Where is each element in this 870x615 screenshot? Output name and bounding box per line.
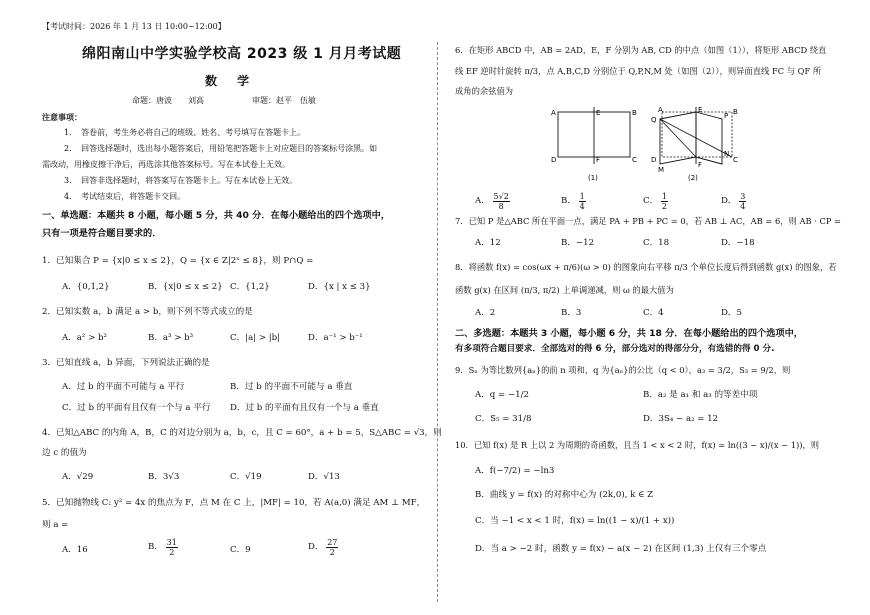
q8-option-d: D．5 — [721, 308, 742, 318]
q1-option-d: D．{x | x ≤ 3} — [308, 282, 371, 292]
q6-option-a-denominator: 8 — [498, 202, 504, 212]
subject-label: 数 学 — [205, 74, 258, 88]
svg-text:F: F — [698, 161, 703, 169]
note-item: 3． 回答非选择题时，将答案写在答题卡上。写在本试卷上无效。 — [64, 176, 298, 185]
q5-option-c: C．9 — [230, 545, 251, 555]
q8-option-a: A．2 — [475, 308, 496, 318]
q5-option-d: D． $\frac{27}{2}$ — [308, 538, 338, 558]
q6-option-c-denominator: 2 — [661, 202, 667, 212]
q7-option-d: D．−18 — [721, 238, 755, 248]
q9-option-c: C．S₅ = 31/8 — [475, 414, 532, 424]
q1-option-b: B．{x|0 ≤ x ≤ 2} — [148, 282, 223, 292]
section1-heading-cont: 只有一项是符合题目要求的． — [42, 228, 162, 239]
svg-text:D: D — [651, 156, 657, 164]
question-9-stem: 9．Sₙ 为等比数列{aₙ}的前 n 项和，q 为{aₙ}的公比（q < 0），a₃ = 3/2，S₃ = 9/2，则 — [455, 365, 791, 375]
q6-option-b: B． $\frac{1}{4}$ — [561, 192, 585, 212]
svg-text:A: A — [658, 106, 663, 114]
svg-text:A: A — [551, 109, 556, 117]
question-1-stem: 1．已知集合 P = {x|0 ≤ x ≤ 2}，Q = {x ∈ Z|2ˣ ≤ 8}，则 P∩Q = — [42, 256, 314, 266]
svg-text:D: D — [551, 156, 557, 164]
svg-text:Q: Q — [651, 116, 657, 124]
svg-text:B: B — [632, 109, 637, 117]
q6-option-a: A． $\frac{5√2}{8}$ — [475, 192, 509, 212]
rotated-rectangle-figure-2 — [648, 104, 743, 184]
q2-option-c: C．|a| > |b| — [230, 333, 281, 343]
q6-option-b-denominator: 4 — [579, 202, 585, 212]
q4-option-d: D．√13 — [308, 472, 340, 482]
q8-option-c: C．4 — [643, 308, 664, 318]
note-item: 1． 答卷前，考生务必将自己的班级、姓名、考号填写在答题卡上。 — [64, 128, 306, 137]
q2-option-d: D．a⁻¹ > b⁻¹ — [308, 333, 363, 343]
section2-heading-cont: 有多项符合题目要求．全部选对的得 6 分，部分选对的得部分分，有选错的得 0 分. — [455, 344, 775, 354]
q9-option-d: D．3S₄ − a₂ = 12 — [643, 414, 719, 424]
q3-option-b: B．过 b 的平面不可能与 a 垂直 — [230, 382, 353, 392]
q9-option-a: A．q = −1/2 — [475, 390, 529, 400]
svg-text:F: F — [596, 156, 601, 164]
q8-option-b: B．3 — [561, 308, 582, 318]
question-7-stem: 7．已知 P 是△ABC 所在平面一点，满足 PA + PB + PC = 0，若 AB ⊥ AC，AB = 6，则 AB · CP = — [455, 216, 842, 226]
q7-option-b: B．−12 — [561, 238, 595, 248]
q7-option-c: C．18 — [643, 238, 670, 248]
q5-option-b: B． $\frac{31}{2}$ — [148, 538, 177, 558]
authors-line: 命题：唐波 刘高 审题：赵平 伍敏 — [132, 96, 316, 105]
q6-option-d: D． $\frac{3}{4}$ — [721, 192, 746, 212]
exam-title: 绵阳南山中学实验学校高 2023 级 1 月月考试题 — [82, 46, 402, 62]
svg-text:C: C — [632, 156, 637, 164]
q4-option-c: C．√19 — [230, 472, 262, 482]
svg-text:P: P — [724, 112, 729, 120]
question-8-stem-cont: 函数 g(x) 在区间 (π/3, π/2) 上单调递减，则 ω 的最大值为 — [455, 285, 674, 295]
question-6-stem: 6．在矩形 ABCD 中，AB = 2AD，E，F 分别为 AB, CD 的中点（如图（1）），将矩形 ABCD 绕直 — [455, 45, 827, 55]
q10-option-d: D．当 a > −2 时，函数 y = f(x) − a(x − 2) 在区间 (1,3) 上仅有三个零点 — [475, 544, 767, 554]
question-3-stem: 3．已知直线 a，b 异面，下列说法正确的是 — [42, 358, 210, 368]
figure-1-caption: (1) — [588, 174, 598, 182]
q2-option-a: A．a² > b² — [62, 333, 107, 343]
note-item: 2． 回答选择题时，选出每小题答案后，用铅笔把答题卡上对应题目的答案标号涂黑。如 — [64, 144, 378, 153]
q9-option-b: B．a₂ 是 a₁ 和 a₃ 的等差中项 — [643, 390, 758, 400]
column-divider — [437, 42, 438, 602]
q5-option-b-denominator: 2 — [169, 548, 175, 558]
svg-text:E: E — [596, 109, 601, 117]
q10-option-c: C．当 −1 < x < 1 时，f(x) = ln((1 − x)/(1 + x)) — [475, 516, 675, 526]
question-4-stem: 4．已知△ABC 的内角 A，B，C 的对边分别为 a，b，c，且 C = 60°，a + b = 5，S△ABC = √3，则 — [42, 428, 442, 438]
question-6-stem-cont: 线 EF 逆时针旋转 π/3，点 A,B,C,D 分别位于 Q,P,N,M 处（如图（2）），则异面直线 FC 与 QF 所 — [455, 66, 822, 76]
question-4-stem-cont: 边 c 的值为 — [42, 448, 87, 458]
question-2-stem: 2．已知实数 a，b 满足 a > b，则下列不等式成立的是 — [42, 307, 253, 317]
q6-option-d-denominator: 4 — [740, 202, 746, 212]
question-5-stem: 5．已知抛物线 C: y² = 4x 的焦点为 F，点 M 在 C 上，|MF| = 10，若 A(a,0) 满足 AM ⊥ MF， — [42, 498, 426, 508]
q6-option-c-numerator: 1 — [661, 192, 667, 201]
exam-time: 【考试时间：2026 年 1 月 13 日 10:00~12:00】 — [42, 22, 226, 31]
q7-option-a: A．12 — [475, 238, 501, 248]
q6-option-a-numerator: 5√2 — [493, 192, 509, 201]
q2-option-b: B．a³ > b³ — [148, 333, 194, 343]
question-8-stem: 8．将函数 f(x) = cos(ωx + π/6)(ω > 0) 的图象向右平移 π/3 个单位长度后得到函数 g(x) 的图象，若 — [455, 262, 837, 272]
section2-heading: 二、多选题：本题共 3 小题，每小题 6 分，共 18 分．在每小题给出的四个选项中， — [455, 328, 803, 339]
q3-option-a: A．过 b 的平面不可能与 a 平行 — [62, 382, 185, 392]
svg-text:M: M — [658, 166, 665, 174]
q4-option-b: B．3√3 — [148, 472, 180, 482]
q5-option-b-numerator: 31 — [166, 538, 177, 547]
q5-option-a: A．16 — [62, 545, 88, 555]
question-5-stem-cont: 则 a = — [42, 520, 69, 530]
svg-text:B: B — [733, 108, 738, 116]
q10-option-b: B．曲线 y = f(x) 的对称中心为 (2k,0), k ∈ Z — [475, 490, 654, 500]
notes-heading: 注意事项： — [42, 112, 82, 122]
q5-option-d-denominator: 2 — [329, 548, 335, 558]
q5-option-d-numerator: 27 — [327, 538, 338, 547]
q4-option-a: A．√29 — [62, 472, 94, 482]
svg-text:N: N — [724, 150, 730, 158]
q6-option-d-numerator: 3 — [740, 192, 746, 201]
question-6-stem-cont2: 成角的余弦值为 — [455, 86, 514, 96]
q6-option-b-numerator: 1 — [579, 192, 585, 201]
q3-option-c: C．过 b 的平面有且仅有一个与 a 平行 — [62, 403, 211, 413]
q10-option-a: A．f(−7/2) = −ln3 — [475, 466, 555, 476]
q6-option-c: C． $\frac{1}{2}$ — [643, 192, 667, 212]
note-item: 需改动，用橡皮擦干净后，再选涂其他答案标号。写在本试卷上无效。 — [42, 160, 290, 169]
q1-option-a: A．{0,1,2} — [62, 282, 110, 292]
rectangle-figure-1 — [548, 104, 643, 184]
figure-2-caption: (2) — [688, 174, 698, 182]
q1-option-c: C．{1,2} — [230, 282, 270, 292]
svg-text:C: C — [733, 156, 738, 164]
section1-heading: 一、单选题：本题共 8 小题，每小题 5 分，共 40 分．在每小题给出的四个选项中， — [42, 210, 390, 221]
question-10-stem: 10．已知 f(x) 是 R 上以 2 为周期的奇函数，且当 1 < x < 2 时，f(x) = ln((3 − x)/(x − 1))，则 — [455, 440, 820, 450]
svg-text:E: E — [698, 106, 703, 114]
q3-option-d: D．过 b 的平面有且仅有一个与 a 垂直 — [230, 403, 379, 413]
note-item: 4． 考试结束后，将答题卡交回。 — [64, 192, 186, 201]
